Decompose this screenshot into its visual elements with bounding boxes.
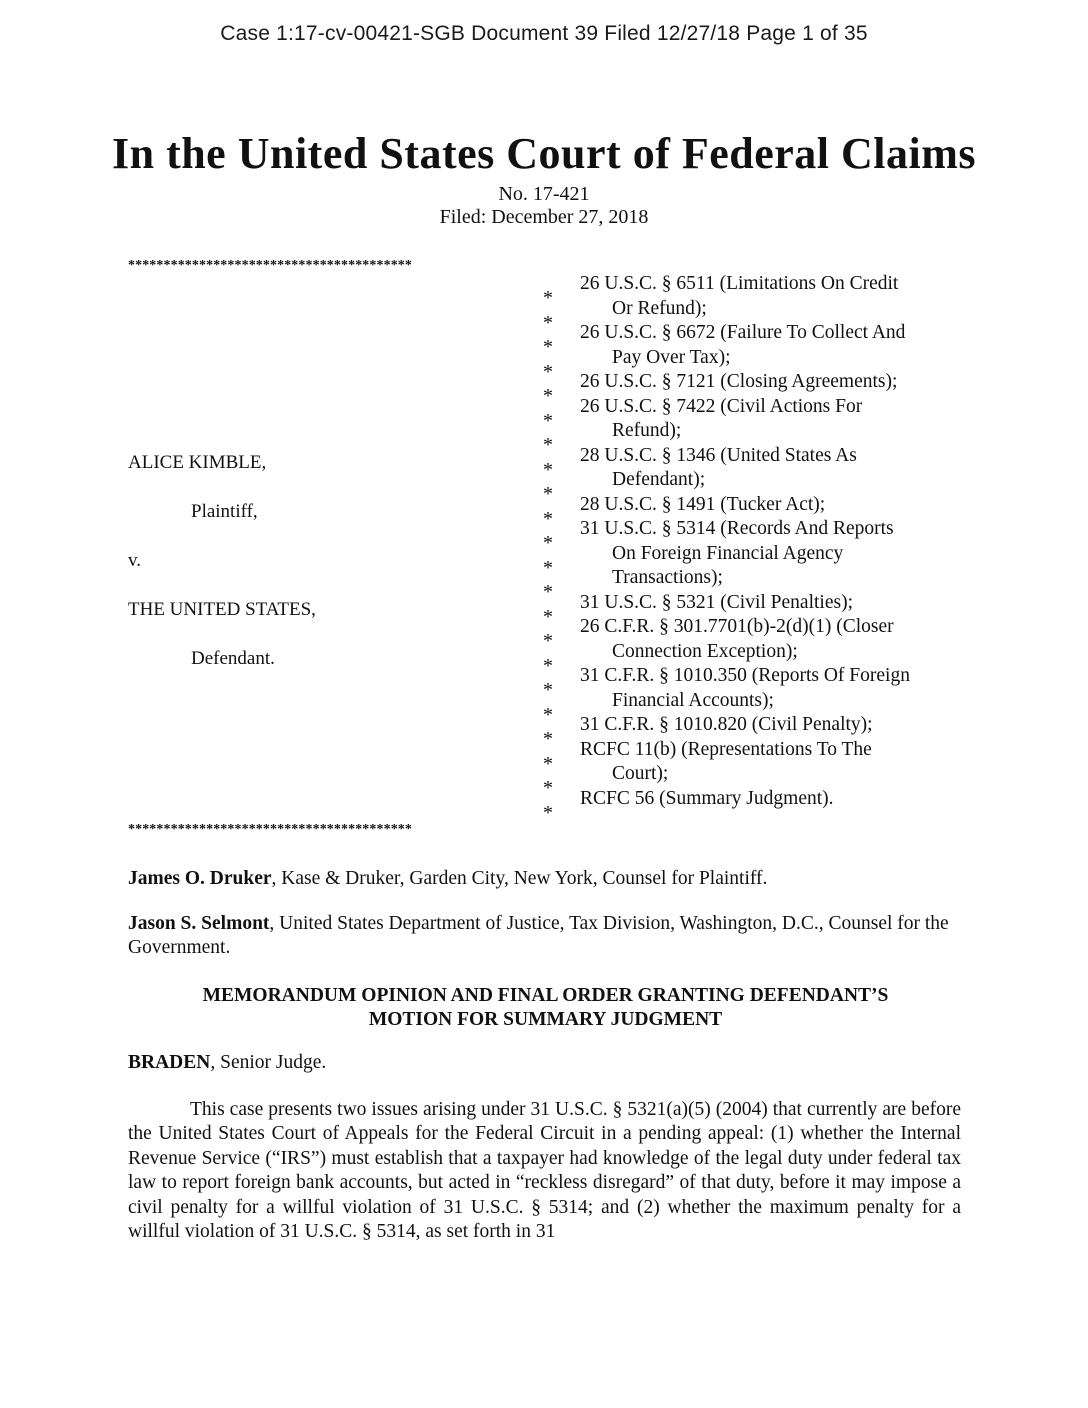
memorandum-heading — [128, 984, 963, 1032]
statute-citation-continued: On Foreign Financial Agency — [612, 542, 844, 564]
case-number: No. 17-421 — [498, 183, 590, 205]
statute-citation-continued: Refund); — [612, 420, 682, 441]
caption-asterisk: * — [543, 752, 553, 775]
caption-asterisk: * — [543, 434, 553, 456]
statute-entry — [580, 444, 980, 493]
caption-asterisk: * — [543, 360, 553, 383]
plaintiff-counsel — [128, 867, 963, 891]
plaintiff-role: Plaintiff, — [191, 501, 258, 522]
caption-asterisk: * — [543, 507, 553, 530]
memorandum-heading-line-2: MOTION FOR SUMMARY JUDGMENT — [368, 1009, 723, 1030]
judge-line — [128, 1052, 326, 1074]
caption-asterisk: * — [543, 801, 553, 824]
statute-citation: RCFC 11(b) (Representations To The — [580, 738, 872, 760]
statute-entry — [580, 370, 980, 395]
statute-citation-continued: Connection Exception); — [612, 640, 798, 662]
plaintiff-attorney-name: James O. Druker — [128, 868, 272, 889]
statute-citation-continued: Pay Over Tax); — [612, 346, 731, 368]
statute-citation-continued: Or Refund); — [612, 297, 707, 319]
government-attorney-detail: , United States Department of Justice, Tax Division, Washington, D.C., Counsel for the Government. — [128, 913, 949, 958]
statute-citation-continued: Defendant); — [612, 469, 706, 490]
statute-citation-continued: Transactions); — [612, 567, 723, 588]
statute-citation: 26 U.S.C. § 6511 (Limitations On Credit — [580, 273, 899, 294]
plaintiff-name: ALICE KIMBLE, — [128, 452, 267, 473]
government-attorney-name: Jason S. Selmont — [128, 913, 270, 934]
caption-asterisk: * — [543, 679, 553, 701]
ecf-header-stamp: Case 1:17-cv-00421-SGB Document 39 Filed 12/27/18 Page 1 of 35 — [220, 22, 868, 45]
statute-citation: 26 U.S.C. § 7121 (Closing Agreements); — [580, 371, 898, 392]
caption-asterisk: * — [543, 654, 553, 677]
defendant-name: THE UNITED STATES, — [128, 599, 316, 620]
memorandum-heading-line-1: MEMORANDUM OPINION AND FINAL ORDER GRANTING DEFENDANT’S — [202, 985, 889, 1006]
caption-asterisk: * — [543, 556, 553, 579]
filed-date: Filed: December 27, 2018 — [439, 206, 649, 228]
caption-asterisk: * — [543, 287, 553, 309]
statute-entry — [580, 493, 980, 518]
statute-citation: 26 C.F.R. § 301.7701(b)-2(d)(1) (Closer — [580, 616, 894, 637]
statute-entry — [580, 738, 980, 787]
caption-asterisk: * — [543, 483, 553, 505]
caption-separator-bottom: **************************************** — [128, 822, 412, 837]
statute-entry — [580, 591, 980, 616]
statute-citation: 31 U.S.C. § 5321 (Civil Penalties); — [580, 591, 853, 613]
plaintiff-attorney-detail: , Kase & Druker, Garden City, New York, Counsel for Plaintiff. — [271, 868, 768, 889]
statute-citation: 31 C.F.R. § 1010.820 (Civil Penalty); — [580, 714, 873, 735]
statute-list — [580, 272, 980, 811]
caption-asterisk: * — [543, 532, 553, 554]
caption-asterisk: * — [543, 336, 553, 358]
statute-entry — [580, 787, 980, 812]
statute-citation: 28 U.S.C. § 1491 (Tucker Act); — [580, 493, 826, 515]
caption-asterisk: * — [543, 581, 553, 603]
caption-asterisk: * — [543, 630, 553, 652]
caption-asterisk: * — [543, 605, 553, 628]
statute-entry — [580, 664, 980, 713]
opinion-body-paragraph: This case presents two issues arising under 31 U.S.C. § 5321(a)(5) (2004) that currently are before the United States Court of Appeals for the Federal Circuit in a pending appeal: (1) whether the Internal Revenue Service (“IRS”) must establish that a taxpayer had knowledge of the legal duty under federal tax law to report foreign bank accounts, but acted in “reckless disregard” of that duty, before it may impose a civil penalty for a willful violation of 31 U.S.C. § 5314; and (2) whether the maximum penalty for a willful violation of 31 U.S.C. § 5314, as set forth in 31 — [128, 1099, 961, 1243]
caption-asterisk: * — [543, 409, 553, 432]
statute-citation: 26 U.S.C. § 7422 (Civil Actions For — [580, 395, 863, 417]
caption-asterisk: * — [543, 728, 553, 750]
statute-entry — [580, 272, 980, 321]
statute-entry — [580, 517, 980, 566]
statute-citation-continued: Court); — [612, 763, 669, 784]
statute-entry — [580, 566, 980, 591]
statute-citation: 31 C.F.R. § 1010.350 (Reports Of Foreign — [580, 665, 910, 686]
statute-citation: 31 U.S.C. § 5314 (Records And Reports — [580, 518, 894, 539]
statute-citation-continued: Financial Accounts); — [612, 689, 774, 711]
caption-separator-top: **************************************** — [128, 258, 412, 273]
caption-asterisk: * — [543, 458, 553, 481]
court-title: In the United States Court of Federal Claims — [111, 129, 977, 178]
statute-citation: 26 U.S.C. § 6672 (Failure To Collect And — [580, 322, 906, 343]
statute-entry — [580, 321, 980, 370]
statute-citation: RCFC 56 (Summary Judgment). — [580, 787, 834, 809]
caption-asterisk: * — [543, 385, 553, 407]
statute-entry — [580, 713, 980, 738]
statute-entry — [580, 615, 980, 664]
caption-asterisk: * — [543, 777, 553, 799]
caption-asterisk: * — [543, 703, 553, 726]
statute-entry — [580, 395, 980, 444]
caption-asterisk: * — [543, 311, 553, 334]
caption-asterisk-column — [538, 280, 558, 824]
defendant-role: Defendant. — [191, 648, 275, 669]
statute-citation: 28 U.S.C. § 1346 (United States As — [580, 444, 857, 466]
versus: v. — [128, 550, 142, 571]
government-counsel — [128, 912, 963, 960]
judge-title: , Senior Judge. — [210, 1052, 327, 1073]
judge-name: BRADEN — [128, 1052, 211, 1073]
